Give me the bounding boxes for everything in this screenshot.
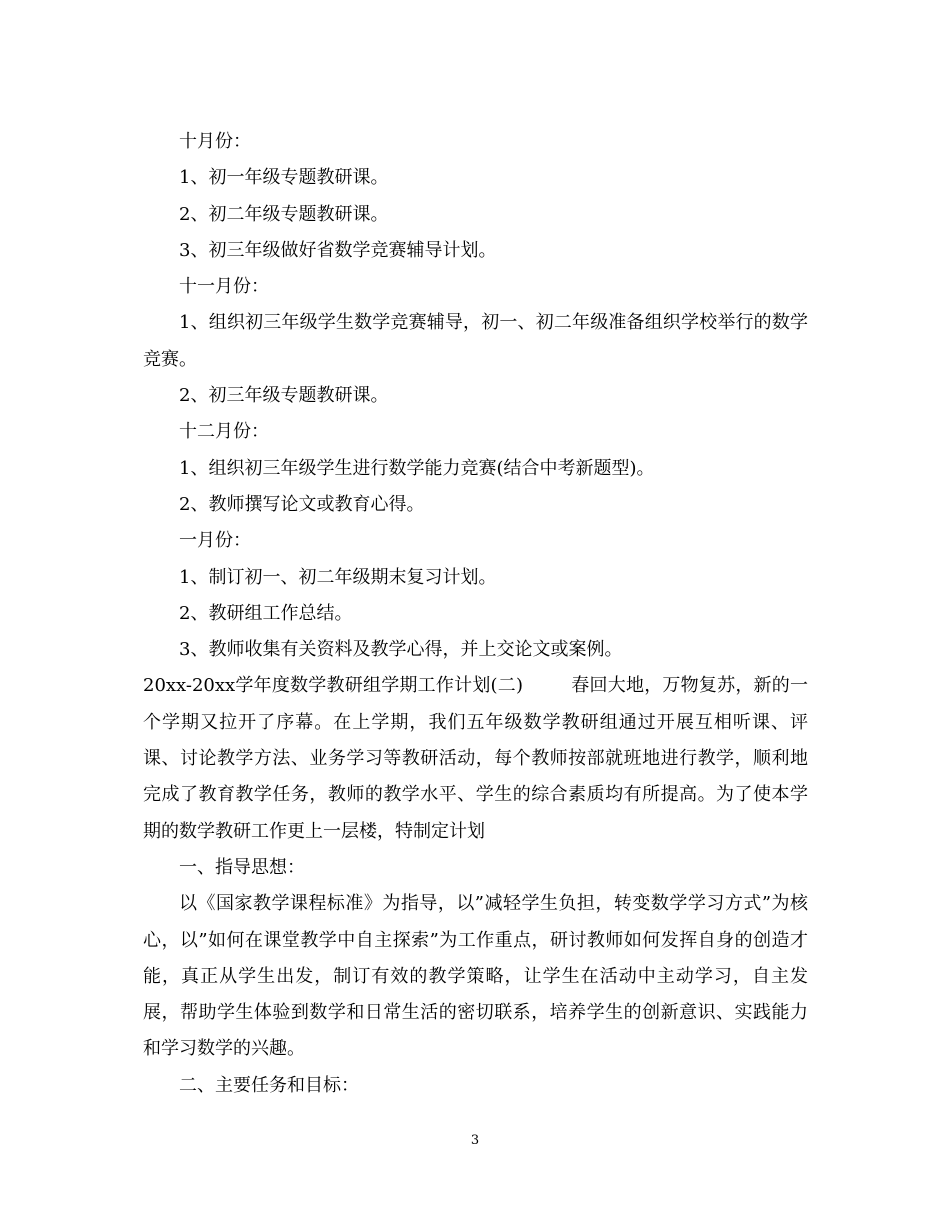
month-heading-october: 十月份： bbox=[179, 131, 251, 152]
month-heading-december: 十二月份： bbox=[179, 421, 269, 443]
list-item: 1、组织初三年级学生进行数学能力竞赛(结合中考新题型)。 bbox=[179, 457, 655, 479]
list-item: 1、制订初一、初二年级期末复习计划。 bbox=[179, 566, 497, 588]
plan-intro: 春回大地，万物复苏，新的一个学期又拉开了序幕。在上学期，我们五年级数学教研组通过开展互相听课、评课、讨论教学方法、业务学习等教研活动，每个教师按部就班地进行教学，顺利地完成了教育教学任务，教师的教学水平、学生的综合素质均有所提高。为了使本学期的数学教研工作更上一层楼，特制定计划 bbox=[143, 675, 808, 842]
list-item: 3、教师收集有关资料及教学心得，并上交论文或案例。 bbox=[179, 639, 623, 661]
plan-title: 20xx-20xx学年度数学教研组学期工作计划(二) bbox=[143, 675, 524, 697]
list-item: 1、初一年级专题教研课。 bbox=[179, 167, 389, 189]
list-item: 2、初二年级专题教研课。 bbox=[179, 203, 389, 225]
list-item: 2、初三年级专题教研课。 bbox=[179, 385, 389, 407]
month-heading-november: 十一月份： bbox=[179, 276, 269, 298]
page-number: 3 bbox=[470, 1133, 480, 1148]
list-item: 3、初三年级做好省数学竞赛辅导计划。 bbox=[179, 239, 497, 261]
document-body bbox=[143, 124, 808, 1104]
list-item: 1、组织初三年级学生数学竞赛辅导，初一、初二年级准备组织学校举行的数学竞赛。 bbox=[143, 312, 808, 370]
section-heading-main-tasks: 二、主要任务和目标： bbox=[179, 1074, 359, 1096]
list-item: 2、教师撰写论文或教育心得。 bbox=[179, 493, 425, 515]
list-item: 2、教研组工作总结。 bbox=[179, 602, 353, 624]
month-heading-january: 一月份： bbox=[179, 530, 251, 552]
section-body-guiding-thought: 以《国家教学课程标准》为指导，以”减轻学生负担，转变数学学习方式”为核心，以”如何在课堂教学中自主探索”为工作重点，研讨教师如何发挥自身的创造才能，真正从学生出发，制订有效的教学策略，让学生在活动中主动学习，自主发展，帮助学生体验到数学和日常生活的密切联系，培养学生的创新意识、实践能力和学习数学的兴趣。 bbox=[143, 893, 808, 1060]
section-heading-guiding-thought: 一、指导思想： bbox=[179, 856, 305, 878]
plan-paragraph bbox=[143, 668, 808, 849]
